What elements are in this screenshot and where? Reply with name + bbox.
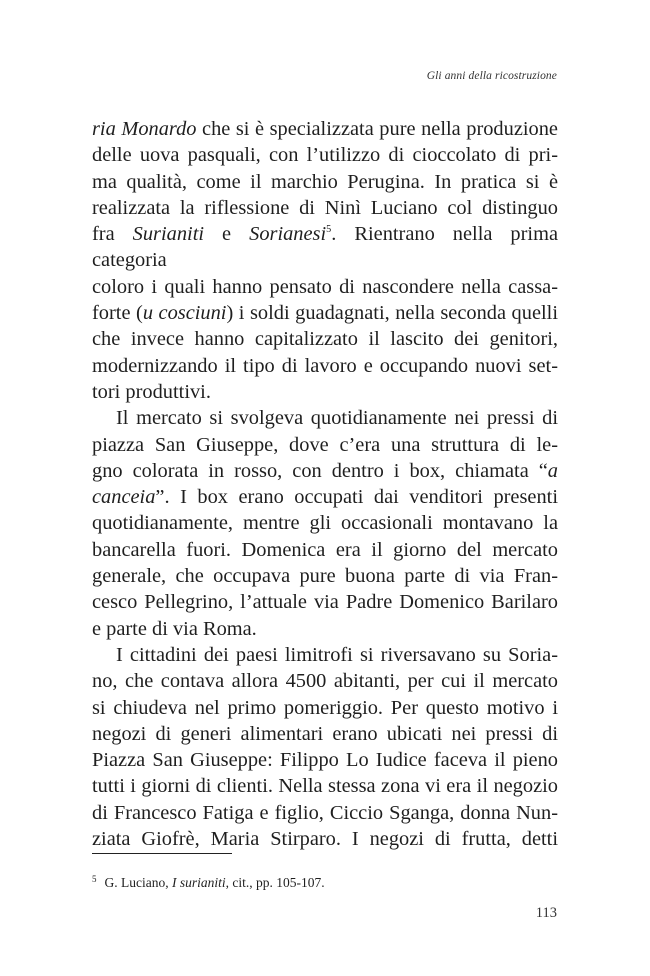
paragraph-line bbox=[92, 458, 558, 484]
paragraph-line: no, che contava allora 4500 abitanti, per cui il mercato bbox=[92, 670, 558, 693]
paragraph-line: Il mercato si svolgeva quotidianamente nei pressi di bbox=[116, 407, 558, 430]
text-span: . Rientrano nella prima categoria bbox=[92, 223, 558, 272]
text-span: ) i soldi guadagnati, nella seconda quelli bbox=[226, 302, 558, 325]
footnote bbox=[92, 870, 558, 892]
text-span: forte ( bbox=[92, 302, 143, 325]
paragraph-line: si chiudeva nel primo pomeriggio. Per questo motivo i bbox=[92, 696, 558, 719]
paragraph-line: e parte di via Roma. bbox=[92, 617, 257, 640]
paragraph-line: realizzata la riflessione di Ninì Luciano col distinguo bbox=[92, 196, 558, 219]
paragraph-line: quotidianamente, mentre gli occasionali montavano la bbox=[92, 512, 558, 535]
italic-term: I surianiti bbox=[171, 875, 226, 890]
paragraph-line: I cittadini dei paesi limitrofi si riversavano su Soria- bbox=[116, 643, 558, 666]
paragraph-line: bancarella fuori. Domenica era il giorno del mercato bbox=[92, 538, 558, 561]
paragraph-line bbox=[92, 116, 558, 142]
page-number: 113 bbox=[535, 905, 557, 921]
text-span: ”. I box erano occupati dai venditori presenti bbox=[155, 486, 558, 509]
italic-term: Sorianesi bbox=[249, 223, 327, 246]
italic-term: u cosciuni bbox=[142, 302, 227, 325]
paragraph-line: ma qualità, come il marchio Perugina. In pratica si è bbox=[92, 170, 558, 193]
paragraph-line: generale, che occupava pure buona parte di via Fran- bbox=[92, 565, 558, 588]
paragraph-line: negozi di generi alimentari erano ubicati nei pressi di bbox=[92, 722, 558, 745]
paragraph-line: ziata Giofrè, Maria Stirparo. I negozi di frutta, detti bbox=[92, 828, 558, 851]
footnote-reference: 5 bbox=[326, 224, 332, 236]
paragraph-line: modernizzando il tipo di lavoro e occupando nuovi set- bbox=[92, 354, 558, 377]
paragraph-line: delle uova pasquali, con l’utilizzo di cioccolato di pri- bbox=[92, 144, 558, 167]
italic-term: a bbox=[547, 459, 558, 482]
italic-term: Surianiti bbox=[132, 223, 205, 246]
text-span: gno colorata in rosso, con dentro i box, chiamata “ bbox=[92, 459, 548, 482]
paragraph-line bbox=[92, 300, 558, 326]
footnote-divider bbox=[92, 853, 232, 854]
text-span: fra bbox=[92, 223, 133, 246]
italic-term: canceia bbox=[92, 486, 156, 509]
footnote-number: 5 bbox=[92, 874, 97, 884]
paragraph-line: tori produttivi. bbox=[92, 380, 211, 403]
paragraph-line bbox=[92, 484, 558, 510]
paragraph-line: di Francesco Fatiga e figlio, Ciccio Sganga, donna Nun- bbox=[92, 801, 558, 824]
text-span: G. Luciano, bbox=[104, 875, 172, 890]
paragraph-line bbox=[92, 221, 558, 274]
paragraph-line: tutti i giorni di clienti. Nella stessa zona vi era il negozio bbox=[92, 775, 558, 798]
text-span: , cit., pp. 105-107. bbox=[225, 875, 325, 890]
paragraph-line: Piazza San Giuseppe: Filippo Lo Iudice faceva il pieno bbox=[92, 749, 558, 772]
body-text bbox=[92, 116, 558, 852]
paragraph-line: che invece hanno capitalizzato il lascito dei genitori, bbox=[92, 328, 558, 351]
paragraph-line: cesco Pellegrino, l’attuale via Padre Domenico Barilaro bbox=[92, 591, 558, 614]
paragraph-line: piazza San Giuseppe, dove c’era una struttura di le- bbox=[92, 433, 558, 456]
paragraph-line: coloro i quali hanno pensato di nascondere nella cassa- bbox=[92, 275, 558, 298]
text-span: che si è specializzata pure nella produzione bbox=[196, 118, 558, 140]
running-head: Gli anni della ricostruzione bbox=[426, 70, 557, 82]
text-span: e bbox=[204, 223, 250, 246]
italic-term: ria Monardo bbox=[92, 118, 197, 140]
